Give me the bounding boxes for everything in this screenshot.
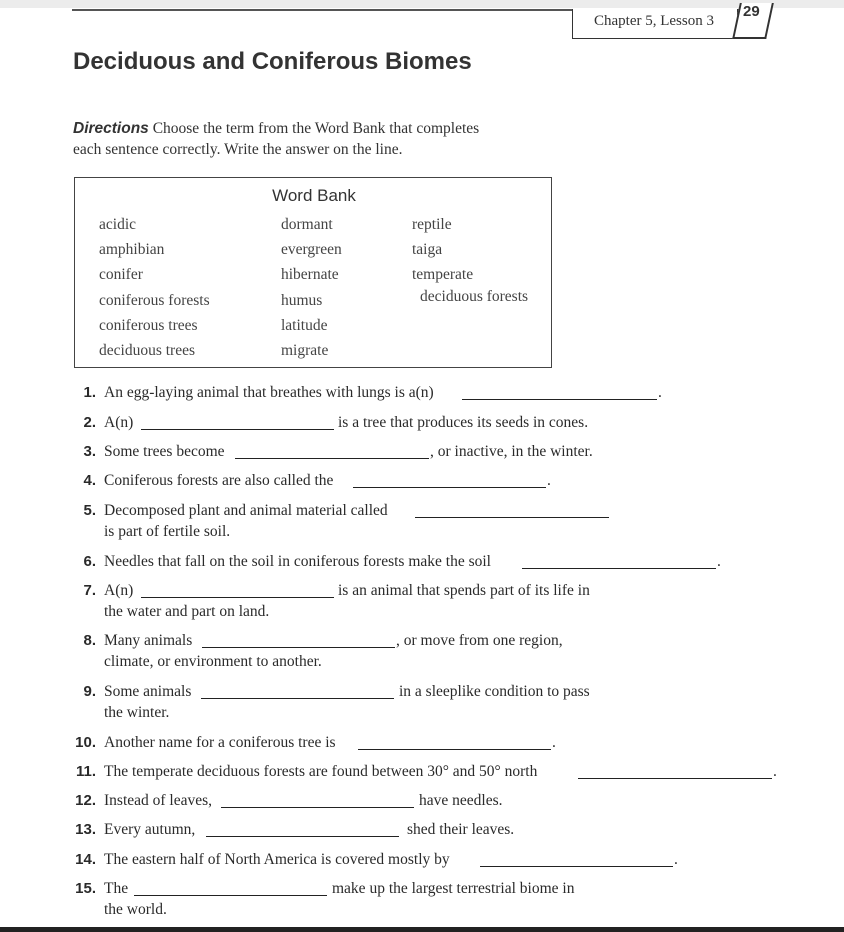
directions bbox=[73, 118, 533, 160]
question-number: 10. bbox=[75, 734, 96, 751]
answer-blank-5[interactable] bbox=[415, 517, 609, 518]
bottom-border bbox=[0, 927, 844, 932]
word-bank-term: temperate bbox=[412, 266, 474, 284]
question-number: 6. bbox=[83, 553, 96, 570]
question-text-after: have needles. bbox=[419, 792, 503, 809]
question-text: Decomposed plant and animal material called bbox=[104, 502, 388, 519]
question-number: 8. bbox=[83, 632, 96, 649]
word-bank-term: reptile bbox=[412, 216, 452, 233]
word-bank-term: coniferous forests bbox=[99, 291, 210, 309]
word-bank-term: amphibian bbox=[99, 241, 165, 259]
question-number: 9. bbox=[83, 683, 96, 700]
directions-line-2: each sentence correctly. Write the answer on the line. bbox=[73, 141, 403, 158]
question-number: 3. bbox=[83, 443, 96, 460]
word-bank-term: evergreen bbox=[281, 241, 342, 259]
answer-blank-6[interactable] bbox=[522, 568, 716, 569]
directions-label: Directions bbox=[73, 120, 149, 137]
answer-blank-11[interactable] bbox=[578, 778, 772, 779]
word-bank-term: latitude bbox=[281, 316, 328, 334]
answer-blank-13[interactable] bbox=[206, 836, 399, 837]
question-text: Some animals bbox=[104, 683, 192, 700]
question-text-line-2: is part of fertile soil. bbox=[104, 523, 231, 540]
word-bank-column-3 bbox=[412, 212, 528, 309]
answer-blank-14[interactable] bbox=[480, 866, 673, 867]
answer-blank-9[interactable] bbox=[201, 698, 394, 699]
question-text: Coniferous forests are also called the bbox=[104, 472, 334, 489]
answer-blank-8[interactable] bbox=[202, 647, 395, 648]
answer-blank-1[interactable] bbox=[462, 399, 657, 400]
answer-blank-7[interactable] bbox=[141, 597, 334, 598]
word-bank-term-continued: deciduous forests bbox=[420, 287, 529, 305]
word-bank-term: conifer bbox=[99, 266, 143, 284]
question-text: The bbox=[104, 880, 129, 897]
question-number: 7. bbox=[83, 582, 96, 599]
question-number: 14. bbox=[75, 851, 96, 868]
question-number: 4. bbox=[83, 472, 96, 489]
question-number: 15. bbox=[75, 880, 96, 897]
word-bank-term: hibernate bbox=[281, 266, 339, 284]
question-text: Some trees become bbox=[104, 443, 225, 460]
question-text: Needles that fall on the soil in coniferous forests make the soil bbox=[104, 553, 491, 570]
word-bank-column-2 bbox=[281, 212, 342, 363]
question-text-line-2: the water and part on land. bbox=[104, 603, 270, 620]
question-text-after: shed their leaves. bbox=[407, 821, 515, 838]
chapter-label: Chapter 5, Lesson 3 bbox=[594, 13, 714, 29]
word-bank-term: acidic bbox=[99, 216, 137, 233]
question-text: A(n) bbox=[104, 582, 134, 599]
top-toolbar-strip bbox=[0, 0, 844, 8]
word-bank-term: deciduous trees bbox=[99, 341, 195, 359]
answer-blank-15[interactable] bbox=[134, 895, 327, 896]
answer-blank-12[interactable] bbox=[221, 807, 414, 808]
answer-blank-10[interactable] bbox=[358, 749, 551, 750]
question-text-after: is a tree that produces its seeds in cones. bbox=[338, 414, 589, 431]
question-number: 5. bbox=[83, 502, 96, 519]
word-bank-term: taiga bbox=[412, 241, 443, 259]
question-number: 12. bbox=[75, 792, 96, 809]
question-number: 13. bbox=[75, 821, 96, 838]
page-title: Deciduous and Coniferous Biomes bbox=[73, 48, 472, 75]
question-text-line-2: climate, or environment to another. bbox=[104, 653, 322, 670]
question-text: Another name for a coniferous tree is bbox=[104, 734, 336, 751]
question-text: Instead of leaves, bbox=[104, 792, 213, 809]
question-text-after: , or move from one region, bbox=[396, 632, 563, 649]
question-end: . bbox=[674, 851, 678, 868]
question-text-after: is an animal that spends part of its life in bbox=[338, 582, 590, 599]
word-bank-title: Word Bank bbox=[272, 186, 356, 205]
question-text: The temperate deciduous forests are found between 30° and 50° north bbox=[104, 763, 538, 780]
word-bank-term: migrate bbox=[281, 341, 329, 359]
question-end: . bbox=[658, 384, 662, 401]
question-text: A(n) bbox=[104, 414, 134, 431]
question-text-line-2: the world. bbox=[104, 901, 167, 918]
question-text: The eastern half of North America is covered mostly by bbox=[104, 851, 450, 868]
question-text: An egg-laying animal that breathes with lungs is a(n) bbox=[104, 384, 434, 401]
question-text-after: make up the largest terrestrial biome in bbox=[332, 880, 575, 897]
question-text: Every autumn, bbox=[104, 821, 196, 838]
word-bank bbox=[74, 177, 552, 368]
page-number: 29 bbox=[743, 3, 760, 20]
question-end: . bbox=[547, 472, 551, 489]
word-bank-term: dormant bbox=[281, 216, 333, 233]
question-text: Many animals bbox=[104, 632, 193, 649]
word-bank-term: coniferous trees bbox=[99, 316, 198, 334]
answer-blank-4[interactable] bbox=[353, 487, 546, 488]
answer-blank-2[interactable] bbox=[141, 429, 334, 430]
question-text-after: , or inactive, in the winter. bbox=[430, 443, 593, 460]
question-end: . bbox=[552, 734, 556, 751]
question-text-line-2: the winter. bbox=[104, 704, 170, 721]
question-number: 1. bbox=[83, 384, 96, 401]
word-bank-term: humus bbox=[281, 291, 323, 309]
word-bank-column-1 bbox=[99, 212, 210, 363]
directions-line-1: Choose the term from the Word Bank that completes bbox=[152, 120, 480, 137]
question-number: 2. bbox=[83, 414, 96, 431]
question-number: 11. bbox=[75, 763, 96, 780]
question-text-after: in a sleeplike condition to pass bbox=[399, 683, 590, 700]
question-end: . bbox=[717, 553, 721, 570]
answer-blank-3[interactable] bbox=[235, 458, 429, 459]
question-end: . bbox=[773, 763, 777, 780]
